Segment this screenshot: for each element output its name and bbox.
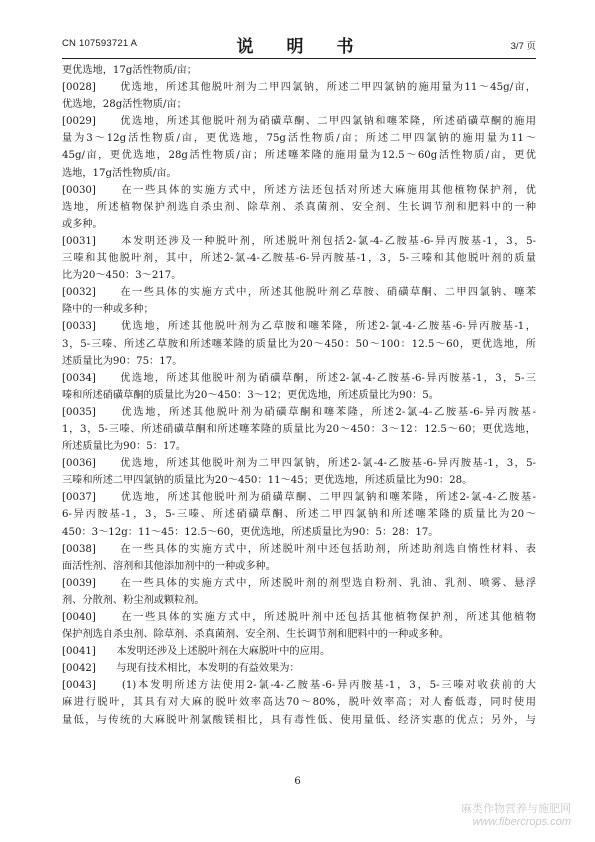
text-line: 三嗪和所述二甲四氯钠的质量比为20～450：11～45；更优选地，所述质量比为90：28。 [62, 475, 473, 487]
page-number: 6 [294, 776, 301, 787]
text-line: 比为20～450：3～217。 [62, 270, 182, 282]
text-line: 选地，17g活性物质/亩。 [62, 167, 177, 179]
text-line: 3，5-三嗪、所述乙草胺和所述噻苯隆的质量比为20～450：50～100：12.5～60，更优选地，所 [62, 338, 536, 350]
watermark-url: www.fibercrops.com [472, 816, 571, 828]
text-line: [0042] 与现有技术相比，本发明的有益效果为： [62, 663, 300, 675]
text-line: [0033] 优选地，所述其他脱叶剂为乙草胺和噻苯隆，所述2-氯-4-乙胺基-6-异丙胺基-1， [62, 321, 536, 333]
text-line: [0037] 优选地，所述其他脱叶剂为硝磺草酮、二甲四氯钠和噻苯隆，所述2-氯-4-乙胺基- [62, 492, 536, 504]
text-line: [0030] 在一些具体的实施方式中，所述方法还包括对所述大麻施用其他植物保护剂，优 [62, 184, 536, 196]
text-line: 三嗪和其他脱叶剂，其中，所述2-氯-4-乙胺基-6-异丙胺基-1，3，5-三嗪和其他脱叶剂的质量 [62, 253, 536, 265]
document-body [62, 62, 536, 729]
page-header [62, 32, 536, 57]
text-line: [0036] 优选地，所述其他脱叶剂为二甲四氯钠，所述2-氯-4-乙胺基-6-异丙胺基-1，3，5- [62, 458, 536, 470]
text-line: 保护剂选自杀虫剂、除草剂、杀真菌剂、安全剂、生长调节剂和肥料中的一种或多种。 [62, 629, 450, 641]
text-line: 剂、分散剂、粉尘剂或颗粒剂。 [62, 594, 205, 606]
text-line: [0032] 在一些具体的实施方式中，所述其他脱叶剂乙草胺、硝磺草酮、二甲四氯钠、噻苯 [62, 287, 536, 299]
text-line: [0031] 本发明还涉及一种脱叶剂，所述脱叶剂包括2-氯-4-乙胺基-6-异丙胺基-1，3，5- [62, 235, 536, 247]
watermark [461, 800, 571, 828]
text-line: [0038] 在一些具体的实施方式中，所述脱叶剂中还包括助剂，所述助剂选自惰性材料、表 [62, 543, 536, 555]
text-line: 麻进行脱叶，其具有对大麻的脱叶效率高达70～80%，脱叶效率高；对人畜低毒，同时使用 [62, 697, 536, 709]
text-line: 嗪和所述硝磺草酮的质量比为20～450：3～12；更优选地，所述质量比为90：5。 [62, 389, 439, 401]
text-line: [0040] 在一些具体的实施方式中，所述脱叶剂中还包括其他植物保护剂，所述其他植物 [62, 612, 536, 623]
text-line: 隆中的一种或多种； [62, 304, 154, 316]
text-line: 量为3～12g活性物质/亩，更优选地，75g活性物质/亩；所述二甲四氯钠的施用量为11～ [62, 133, 536, 145]
text-line: 或多种。 [62, 218, 103, 230]
watermark-site-name: 麻类作物营养与施肥网 [461, 803, 571, 815]
text-line: [0041] 本发明还涉及上述脱叶剂在大麻脱叶中的应用。 [62, 646, 331, 658]
header-rule [62, 58, 536, 59]
text-line: 优选地，28g活性物质/亩； [62, 99, 187, 111]
text-line: [0028] 优选地，所述其他脱叶剂为二甲四氯钠，所述二甲四氯钠的施用量为11～45g/亩， [62, 82, 536, 94]
text-line: 6-异丙胺基-1，3，5-三嗪、所述硝磺草酮、所述二甲四氯钠和所述噻苯隆的质量比为20～ [62, 509, 536, 521]
text-line: 所述质量比为90：5：17。 [62, 441, 187, 453]
publication-number: CN 107593721 A [62, 38, 138, 49]
text-line: 45g/亩，更优选地，28g活性物质/亩；所述噻苯隆的施用量为12.5～60g活性物质/亩，更优 [62, 150, 536, 162]
document-title: 说 明 书 [236, 37, 362, 57]
page-info: 3/7 页 [510, 41, 536, 52]
text-line: [0034] 优选地，所述其他脱叶剂为硝磺草酮，所述2-氯-4-乙胺基-6-异丙胺基-1，3，5-三 [62, 372, 536, 384]
text-line: 450：3～12g：11～45：12.5～60，更优选地，所述质量比为90：5：28：17。 [62, 526, 439, 538]
text-line: 量低，与传统的大麻脱叶剂氯酸镁相比，具有毒性低、使用量低、经济实惠的优点；另外，与 [62, 714, 536, 726]
text-line: [0043] (1)本发明所述方法使用2-氯-4-乙胺基-6-异丙胺基-1，3，5-三嗪对收获前的大 [62, 680, 536, 692]
text-line: 面活性剂、溶剂和其他添加剂中的一种或多种。 [62, 560, 276, 572]
text-line: [0039] 在一些具体的实施方式中，所述脱叶剂的剂型选自粉剂、乳油、乳剂、喷雾、悬浮 [62, 577, 536, 589]
text-line: 选地，所述植物保护剂选自杀虫剂、除草剂、杀真菌剂、安全剂、生长调节剂和肥料中的一种 [62, 201, 536, 213]
text-line: 更优选地，17g活性物质/亩； [62, 65, 197, 76]
text-line: [0029] 优选地，所述其他脱叶剂为硝磺草酮、二甲四氯钠和噻苯隆，所述硝磺草酮的施用 [62, 116, 536, 128]
text-line: 述质量比为90：75：17。 [62, 355, 183, 367]
text-line: [0035] 优选地，所述其他脱叶剂为硝磺草酮和噻苯隆，所述2-氯-4-乙胺基-6-异丙胺基- [62, 406, 536, 418]
text-line: 1，3，5-三嗪、所述硝磺草酮和所述噻苯隆的质量比为20～450：3～12：12.5～60；更优选地， [62, 423, 536, 435]
